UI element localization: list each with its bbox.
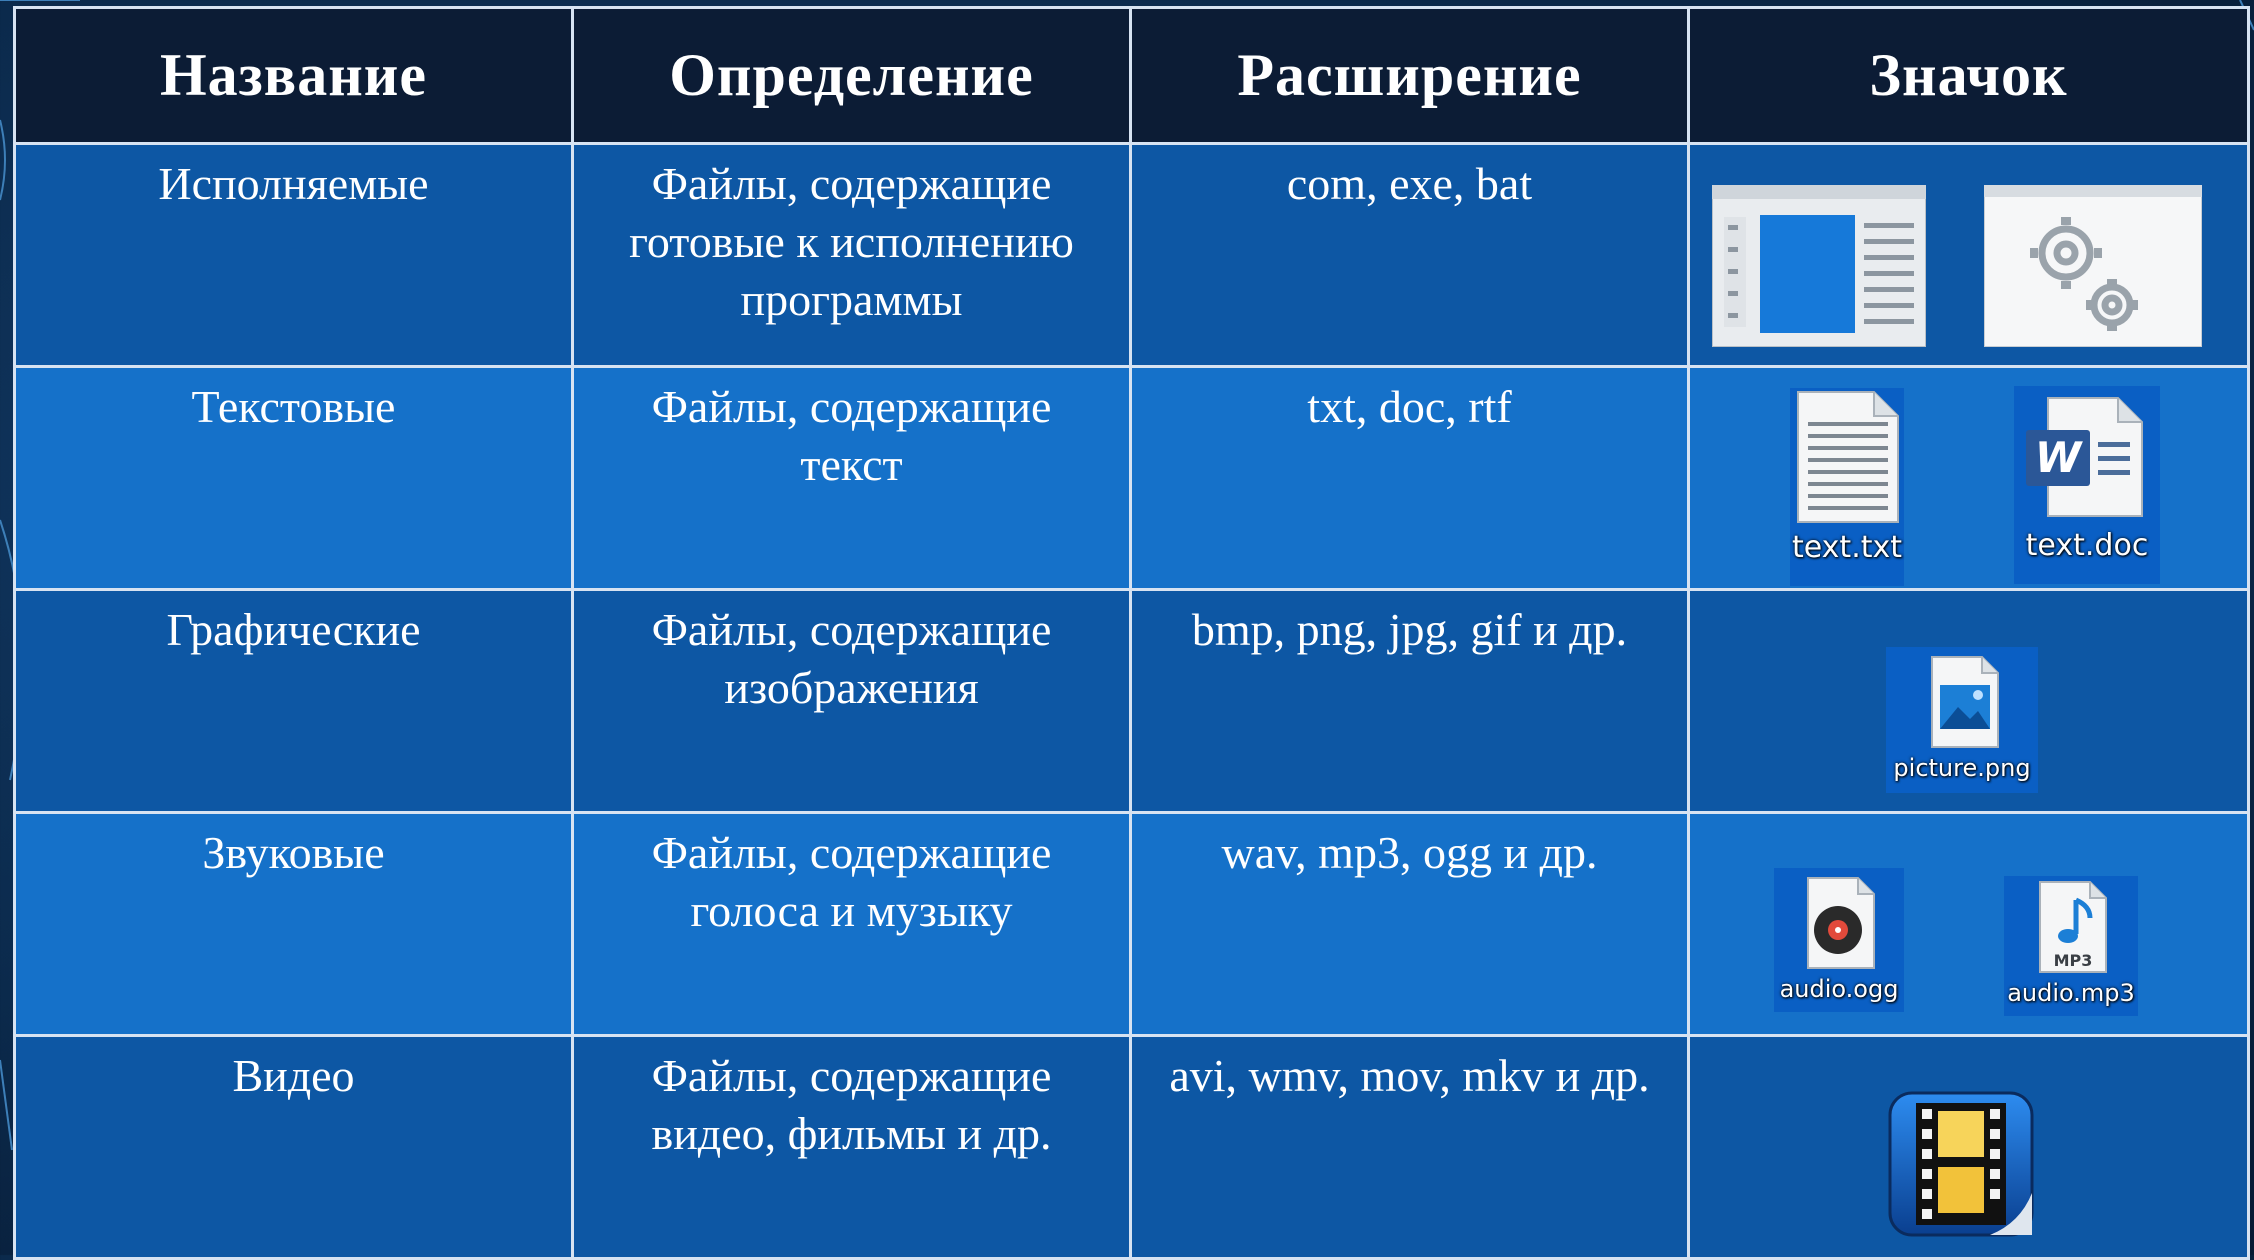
row-name: Графические xyxy=(166,604,421,655)
extensions-text: wav, mp3, ogg и др. xyxy=(1221,827,1598,878)
header-extension: Расширение xyxy=(1131,8,1689,144)
cell-extensions xyxy=(1131,1036,1689,1259)
table-row xyxy=(15,1036,2249,1259)
cell-icons xyxy=(1689,1036,2249,1259)
svg-text:W: W xyxy=(2034,433,2082,482)
gears-window-icon xyxy=(1984,185,2202,347)
video-film-icon xyxy=(1886,1089,2036,1239)
row-name: Текстовые xyxy=(191,381,396,432)
definition-text: Файлы, содержащие голоса и музыку xyxy=(651,827,1052,936)
cell-icons xyxy=(1689,367,2249,590)
cell-definition xyxy=(573,1036,1131,1259)
icon-label: audio.mp3 xyxy=(2007,979,2135,1007)
icon-label: picture.png xyxy=(1893,754,2031,782)
icon-label: text.doc xyxy=(2025,528,2149,563)
cell-extensions xyxy=(1131,590,1689,813)
word-document-icon xyxy=(2014,386,2160,584)
text-file-icon xyxy=(1790,388,1904,586)
table-row xyxy=(15,590,2249,813)
image-file-icon xyxy=(1886,647,2038,793)
cell-name xyxy=(15,144,573,367)
definition-text: Файлы, содержащие изображения xyxy=(651,604,1052,713)
file-types-table xyxy=(13,6,2250,1260)
cell-definition xyxy=(573,813,1131,1036)
cell-name xyxy=(15,813,573,1036)
definition-text: Файлы, содержащие видео, фильмы и др. xyxy=(651,1050,1052,1159)
mp3-audio-icon xyxy=(2004,876,2138,1016)
cell-name xyxy=(15,1036,573,1259)
cell-name xyxy=(15,590,573,813)
extensions-text: bmp, png, jpg, gif и др. xyxy=(1191,604,1628,655)
extensions-text: com, exe, bat xyxy=(1286,158,1533,209)
table-row xyxy=(15,144,2249,367)
extensions-text: txt, doc, rtf xyxy=(1307,381,1512,432)
row-name: Видео xyxy=(232,1050,355,1101)
mp3-badge: MP3 xyxy=(2053,951,2093,970)
cell-icons xyxy=(1689,144,2249,367)
cell-name xyxy=(15,367,573,590)
row-name: Исполняемые xyxy=(158,158,429,209)
ogg-audio-icon xyxy=(1774,868,1904,1012)
table-row xyxy=(15,813,2249,1036)
cell-definition xyxy=(573,590,1131,813)
header-row xyxy=(15,8,2249,144)
definition-text: Файлы, содержащие текст xyxy=(651,381,1052,490)
header-definition: Определение xyxy=(573,8,1131,144)
icon-label: audio.ogg xyxy=(1779,975,1899,1003)
row-name: Звуковые xyxy=(202,827,385,878)
definition-text: Файлы, содержащие готовые к исполнению программы xyxy=(629,158,1074,325)
header-name: Название xyxy=(15,8,573,144)
table-row xyxy=(15,367,2249,590)
cell-icons xyxy=(1689,590,2249,813)
cell-definition xyxy=(573,144,1131,367)
cell-definition xyxy=(573,367,1131,590)
cell-icons xyxy=(1689,813,2249,1036)
icon-label: text.txt xyxy=(1791,530,1903,565)
cell-extensions xyxy=(1131,813,1689,1036)
extensions-text: avi, wmv, mov, mkv и др. xyxy=(1169,1050,1650,1101)
cell-extensions xyxy=(1131,367,1689,590)
cell-extensions xyxy=(1131,144,1689,367)
header-icon: Значок xyxy=(1689,8,2249,144)
app-window-icon xyxy=(1712,185,1926,347)
